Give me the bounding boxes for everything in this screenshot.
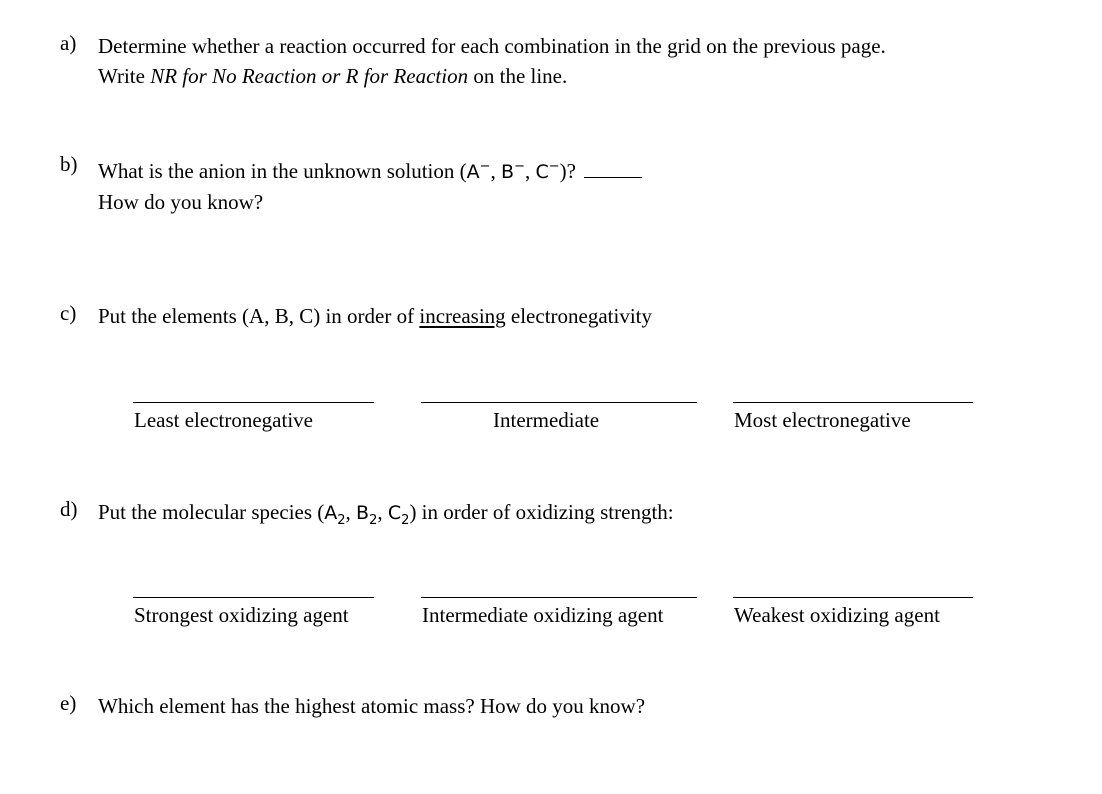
question-a-marker: a) bbox=[60, 31, 77, 55]
question-c-text: Put the elements (A, B, C) in order of increasing electronegativity bbox=[98, 304, 653, 328]
question-d-marker: d) bbox=[60, 497, 78, 521]
question-b-line1: What is the anion in the unknown solution (A−, B−, C−)? bbox=[98, 152, 642, 187]
question-d-text: Put the molecular species ($A_2$, $B_2$, $C_2$) in order of oxidizing strength: bbox=[98, 500, 674, 529]
label-most-electronegative: Most electronegative bbox=[734, 408, 911, 432]
question-a-line1: Determine whether a reaction occurred for each combination in the grid on the previous page. bbox=[98, 34, 886, 58]
answer-blank-b[interactable] bbox=[584, 158, 642, 178]
label-intermediate: Intermediate bbox=[493, 408, 600, 432]
answer-line-most[interactable] bbox=[733, 402, 973, 403]
question-e-marker: e) bbox=[60, 691, 77, 715]
answer-line-intermediate[interactable] bbox=[421, 402, 697, 403]
label-least-electronegative: Least electronegative bbox=[134, 408, 313, 432]
answer-line-intermediate-oxidizer[interactable] bbox=[421, 597, 697, 598]
label-weakest-oxidizer: Weakest oxidizing agent bbox=[734, 603, 940, 627]
question-e-text: Which element has the highest atomic mass? How do you know? bbox=[98, 694, 646, 718]
answer-line-strongest[interactable] bbox=[133, 597, 374, 598]
answer-line-least[interactable] bbox=[133, 402, 374, 403]
label-strongest-oxidizer: Strongest oxidizing agent bbox=[134, 603, 349, 627]
question-c-marker: c) bbox=[60, 301, 77, 325]
question-b-line2: How do you know? bbox=[98, 190, 264, 214]
question-b-marker: b) bbox=[60, 152, 78, 176]
question-a-line2: Write NR for No Reaction or R for Reaction on the line. bbox=[98, 64, 568, 88]
label-intermediate-oxidizer: Intermediate oxidizing agent bbox=[422, 603, 664, 627]
answer-line-weakest[interactable] bbox=[733, 597, 973, 598]
